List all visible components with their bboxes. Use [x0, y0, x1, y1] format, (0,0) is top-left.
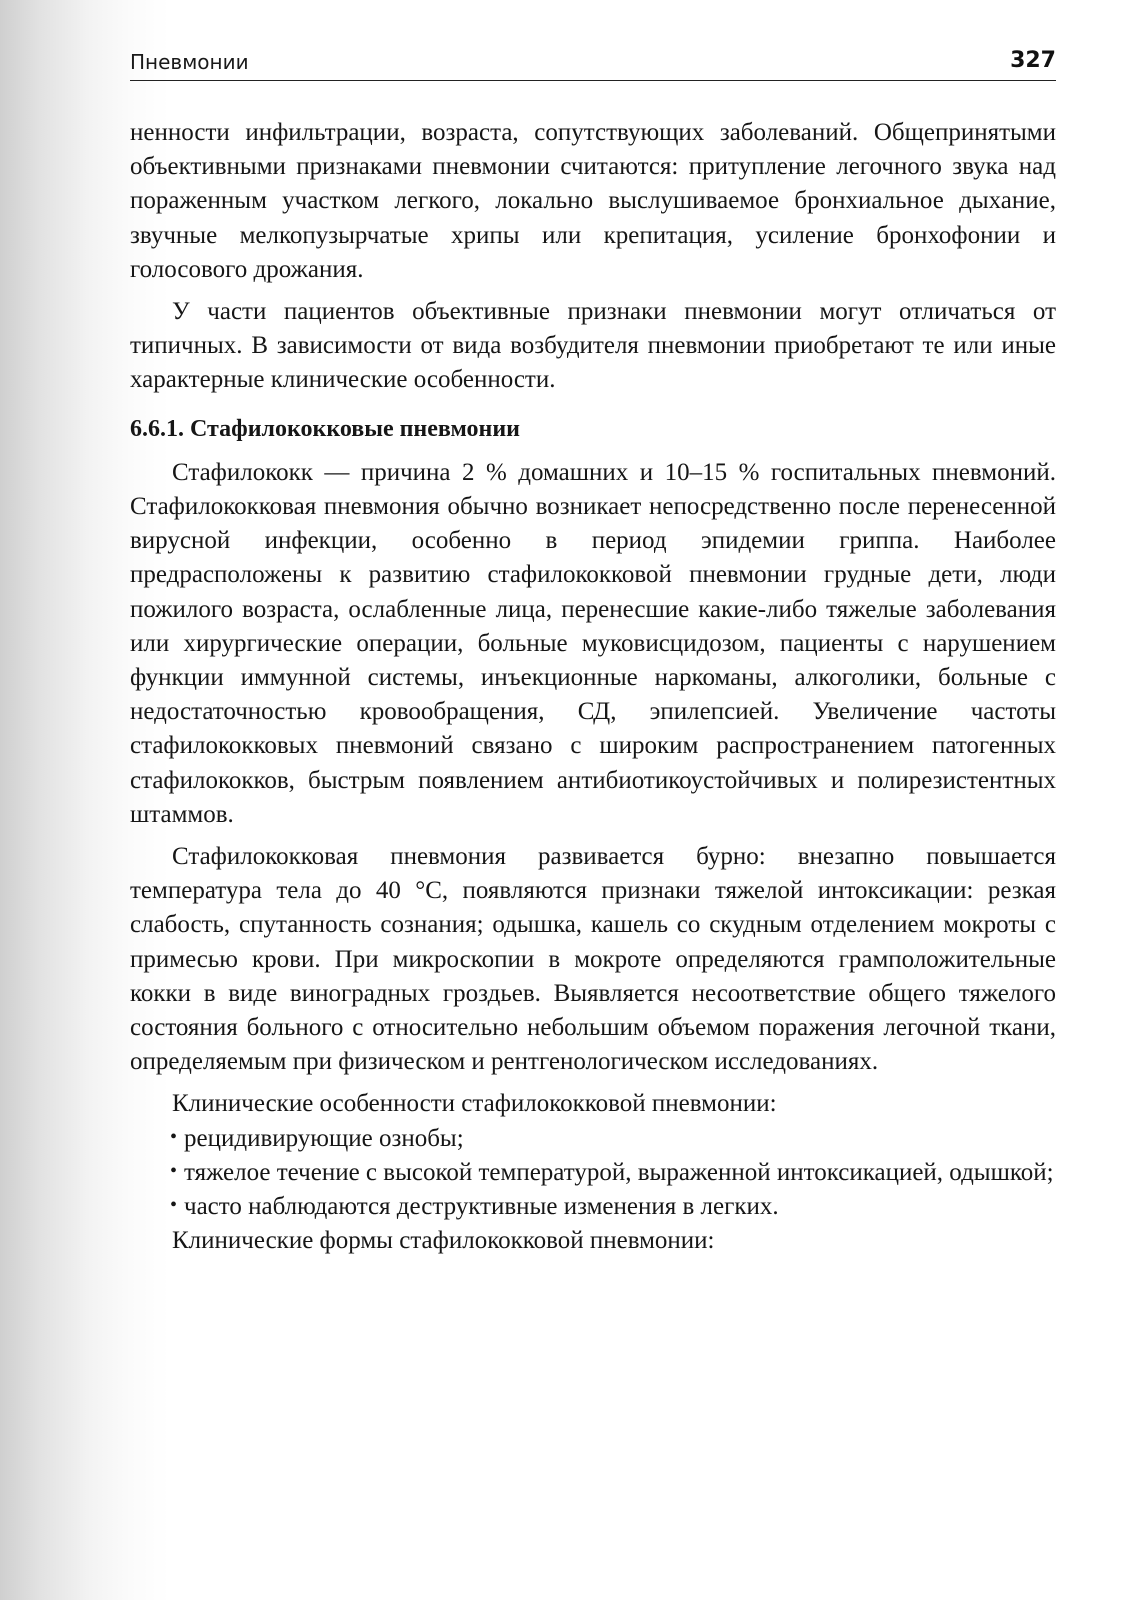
paragraph: У части пациентов объективные признаки пневмонии могут отличаться от типичных. В зависимости от вида возбудителя пневмонии приобретают те или иные характерные клинические особенности.	[130, 298, 1056, 394]
page-number: 327	[1010, 48, 1056, 73]
bullet-list	[130, 1122, 1056, 1225]
list-item: • рецидивирующие ознобы;	[172, 1122, 1056, 1156]
paragraph: Клинические формы стафилококковой пневмонии:	[172, 1227, 715, 1255]
page-header	[130, 48, 1056, 81]
list-item: • тяжелое течение с высокой температурой, выраженной интоксикацией, одышкой;	[172, 1156, 1056, 1190]
list-item: • часто наблюдаются деструктивные изменения в легких.	[172, 1190, 1056, 1224]
paragraph: Стафилококк — причина 2 % домашних и 10–15 % госпитальных пневмоний. Стафилококковая пневмония обычно возникает непосредственно после перенесенной вирусной инфекции, особенно в период эпидемии гриппа. Наиболее предрасположены к развитию стафилококковой пневмонии грудные дети, люди пожилого возраста, ослабленные лица, перенесшие какие-либо тяжелые заболевания или хирургические операции, больные муковисцидозом, пациенты с нарушением функции иммунной системы, инъекционные наркоманы, алкоголики, больные с недостаточностью кровообращения, СД, эпилепсией. Увеличение частоты стафилококковых пневмоний связано с широким распространением патогенных стафилококков, быстрым появлением антибиотикоустойчивых и полирезистентных штаммов.	[130, 458, 1056, 828]
page-body	[130, 116, 1056, 1259]
paragraph: ненности инфильтрации, возраста, сопутствующих заболеваний. Общепринятыми объективными признаками пневмонии считаются: притупление легочного звука над пораженным участком легкого, локально выслушиваемое бронхиальное дыхание, звучные мелкопузырчатые хрипы или крепитация, усиление бронхофонии и голосового дрожания.	[130, 119, 1056, 283]
section-heading: 6.6.1. Стафилококковые пневмонии	[130, 415, 520, 442]
running-title: Пневмонии	[130, 50, 249, 74]
paragraph: Клинические особенности стафилококковой пневмонии:	[172, 1090, 777, 1118]
paragraph: Стафилококковая пневмония развивается бурно: внезапно повышается температура тела до 40 °С, появляются признаки тяжелой интоксикации: резкая слабость, спутанность сознания; одышка, кашель со скудным отделением мокроты с примесью крови. При микроскопии в мокроте определяются грамположительные кокки в виде виноградных гроздьев. Выявляется несоответствие общего тяжелого состояния больного с относительно небольшим объемом поражения легочной ткани, определяемым при физическом и рентгенологическом исследованиях.	[130, 843, 1056, 1076]
